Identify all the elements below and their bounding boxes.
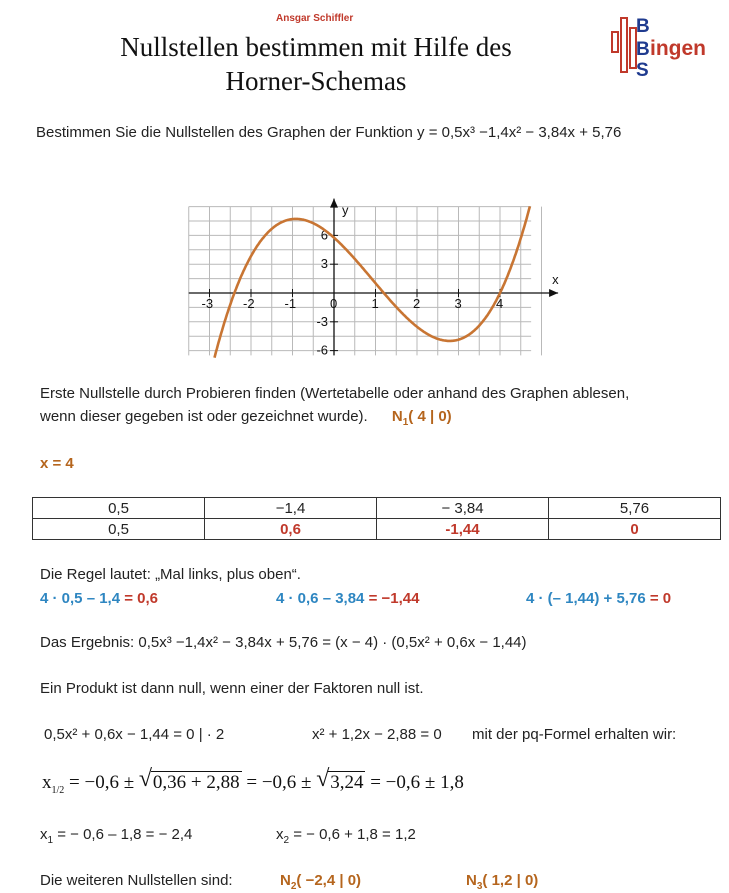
- rule-calc-3-expr: 4 · (– 1,44) + 5,76: [526, 590, 646, 607]
- pq-part1: = −0,6 ±: [69, 772, 135, 793]
- x2-subscript: 2: [283, 835, 290, 846]
- sqrt-2-radicand: 3,24: [330, 772, 364, 793]
- pq-part2: = −0,6 ±: [246, 772, 312, 793]
- n1-subscript: 1: [402, 417, 409, 428]
- logo-bar-2: [621, 18, 627, 72]
- final-text: Die weiteren Nullstellen sind:: [40, 872, 233, 889]
- x1-value: = − 0,6 – 1,8 = − 2,4: [57, 826, 193, 843]
- x2-label: x: [276, 826, 284, 843]
- rule-calc-2-expr: 4 · 0,6 – 3,84: [276, 590, 365, 607]
- x-tick-label: -2: [243, 296, 255, 311]
- x-tick-label: -3: [201, 296, 214, 311]
- sqrt-1: [138, 766, 242, 794]
- pq-part3: = −0,6 ± 1,8: [370, 772, 464, 793]
- rule-calc-2-result: = −1,44: [368, 590, 420, 607]
- page-title-line2: Horner-Schemas: [225, 66, 407, 96]
- solution-x2: [276, 826, 416, 846]
- y-tick-label: 3: [320, 256, 328, 272]
- pq-text: mit der pq-Formel erhalten wir:: [472, 726, 677, 743]
- sqrt-2: [316, 766, 365, 794]
- product-text: Ein Produkt ist dann null, wenn einer der Faktoren null ist.: [40, 680, 424, 697]
- rule-text: Die Regel lautet: „Mal links, plus oben“.: [40, 566, 301, 583]
- x2-value: = − 0,6 + 1,8 = 1,2: [293, 826, 416, 843]
- n2-label: [280, 872, 361, 892]
- horner-row-coefficients: [33, 498, 721, 519]
- horner-table: [32, 497, 721, 540]
- n3-subscript: 3: [476, 881, 483, 892]
- rule-calc-3-result: = 0: [649, 590, 672, 607]
- x-axis-label: x: [552, 272, 559, 287]
- step1-line1: Erste Nullstelle durch Probieren finden (Wertetabelle oder anhand des Graphen ablesen,: [40, 385, 630, 402]
- logo-letter-b1: B: [636, 16, 650, 37]
- x-tick-label: 1: [371, 296, 379, 311]
- y-axis-arrow-icon: [330, 199, 338, 208]
- step1-line2-text: wenn dieser gegeben ist oder gezeichnet wurde).: [40, 408, 368, 425]
- logo-bar-1: [612, 32, 618, 52]
- n2-letter: N: [280, 872, 291, 889]
- x-tick-label: -1: [284, 296, 297, 311]
- horner-row-results: [33, 519, 721, 540]
- sqrt-sign-icon: √: [138, 766, 153, 792]
- quadratic-eq1: 0,5x² + 0,6x − 1,44 = 0 | · 2: [44, 726, 225, 743]
- pq-formula: [42, 766, 464, 796]
- n1-value: ( 4 | 0): [408, 408, 452, 425]
- y-axis-label: y: [342, 202, 349, 218]
- bbs-bingen-logo: [608, 14, 720, 78]
- horner-cell-result: 0,6: [205, 519, 377, 540]
- x1-label: x: [40, 826, 48, 843]
- page-title-line1: Nullstellen bestimmen mit Hilfe des: [120, 32, 512, 62]
- function-graph: [188, 162, 560, 374]
- rule-calc-1-result: = 0,6: [124, 590, 159, 607]
- quadratic-eq2: x² + 1,2x − 2,88 = 0: [312, 726, 442, 743]
- task-intro: Bestimmen Sie die Nullstellen des Graphen der Funktion y = 0,5x³ −1,4x² − 3,84x + 5,76: [36, 124, 622, 141]
- x-tick-label: 3: [454, 296, 462, 311]
- graph-grid: [189, 207, 542, 356]
- pq-lhs-subscript: 1/2: [51, 784, 65, 796]
- horner-cell: 5,76: [549, 498, 721, 519]
- horner-cell-result: 0: [549, 519, 721, 540]
- n1-letter: N: [391, 408, 403, 425]
- pq-lhs: x: [42, 772, 52, 793]
- y-tick-label: -6: [316, 342, 328, 358]
- logo-letter-b2: B: [636, 39, 650, 60]
- horner-cell-result: -1,44: [377, 519, 549, 540]
- n3-value: ( 1,2 | 0): [482, 872, 539, 889]
- x-tick-label: 4: [496, 296, 504, 311]
- solution-x1: [40, 826, 192, 846]
- horner-cell: 0,5: [33, 519, 205, 540]
- x-tick-label: 0: [330, 296, 338, 311]
- rule-calc-2: [276, 590, 419, 607]
- n1-label: [391, 408, 452, 428]
- rule-calc-1-expr: 4 · 0,5 – 1,4: [40, 590, 121, 607]
- x1-subscript: 1: [47, 835, 54, 846]
- x-tick-label: 2: [413, 296, 421, 311]
- rule-calc-3: [526, 590, 671, 607]
- result-text: Das Ergebnis: 0,5x³ −1,4x² − 3,84x + 5,76 = (x − 4) · (0,5x² + 0,6x − 1,44): [40, 634, 527, 651]
- x-axis-arrow-icon: [549, 289, 558, 297]
- n3-label: [466, 872, 538, 892]
- logo-letter-s: S: [636, 60, 649, 78]
- logo-text-ingen: ingen: [650, 37, 706, 60]
- n3-letter: N: [466, 872, 477, 889]
- y-tick-label: 6: [320, 227, 328, 243]
- horner-cell: 0,5: [33, 498, 205, 519]
- step1-line2: [40, 408, 452, 428]
- author-name: Ansgar Schiffler: [276, 13, 354, 24]
- y-tick-label: -3: [316, 313, 328, 329]
- graph-axes: [189, 199, 559, 356]
- n2-value: ( −2,4 | 0): [296, 872, 362, 889]
- horner-cell: −1,4: [205, 498, 377, 519]
- function-curve: [215, 206, 530, 357]
- sqrt-1-radicand: 0,36 + 2,88: [152, 772, 240, 793]
- rule-calc-1: [40, 590, 158, 607]
- n2-subscript: 2: [290, 881, 297, 892]
- x-value: x = 4: [40, 455, 74, 472]
- horner-cell: − 3,84: [377, 498, 549, 519]
- sqrt-sign-icon: √: [316, 766, 330, 792]
